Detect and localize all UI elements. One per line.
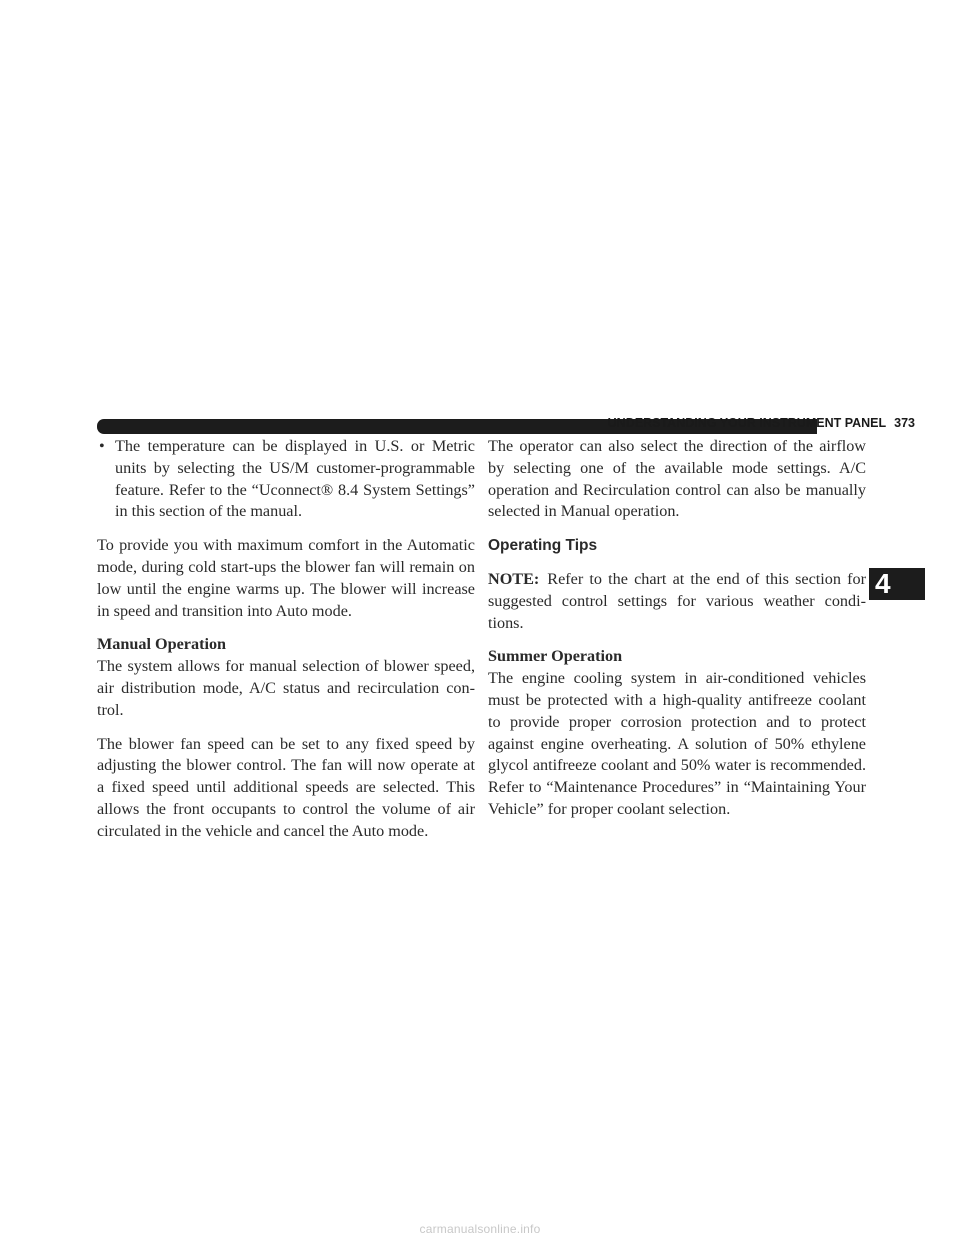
bullet-item	[97, 436, 475, 523]
note-paragraph	[488, 569, 866, 634]
paragraph-summer: The engine cooling system in air-conditioned vehicles must be protected with a high-quality antifreeze coolant to provide proper corrosion protection and to protect against engine overheating. A solution of 50% ethylene glycol antifreeze coolant and 50% water is recommended. Refer to “Maintenance Procedures” in “Maintaining Your Vehicle” for proper coolant selection.	[488, 669, 866, 818]
heading-manual-operation: Manual Operation	[97, 635, 227, 654]
heading-operating-tips: Operating Tips	[488, 537, 598, 555]
chapter-tab: 4	[869, 568, 925, 600]
paragraph-operator: The operator can also select the direction of the airflow by selecting one of the available mode settings. A/C operation and Recirculation control can also be manually selected in Manual operation.	[488, 437, 866, 521]
note-label: NOTE:	[488, 569, 540, 588]
section-title: UNDERSTANDING YOUR INSTRUMENT PANEL	[607, 416, 887, 430]
bullet-icon: •	[99, 437, 105, 455]
right-column	[488, 436, 866, 833]
running-header	[608, 416, 915, 430]
paragraph-automatic: To provide you with maximum comfort in the Automatic mode, during cold start-ups the blower fan will remain on low until the engine warms up. The blower will increase in speed and transition into Auto mode.	[97, 536, 475, 620]
note-text: Refer to the chart at the end of this section for suggested control settings for various weather condi-tions.	[488, 569, 866, 632]
left-column	[97, 436, 475, 855]
paragraph-manual-1: The system allows for manual selection of blower speed, air distribution mode, A/C status and recirculation con-trol.	[97, 657, 475, 719]
paragraph-manual-2: The blower fan speed can be set to any fixed speed by adjusting the blower control. The fan will now operate at a fixed speed until additional speeds are selected. This allows the front occupants to control the volume of air circulated in the vehicle and cancel the Auto mode.	[97, 734, 475, 840]
watermark: carmanualsonline.info	[419, 1222, 541, 1236]
bullet-text: The temperature can be displayed in U.S. or Metric units by selecting the US/M customer-programmable feature. Refer to the “Uconnect® 8.4 System Settings” in this section of the manual.	[115, 437, 475, 521]
heading-summer-operation: Summer Operation	[488, 647, 623, 666]
page-number: 373	[894, 416, 915, 430]
